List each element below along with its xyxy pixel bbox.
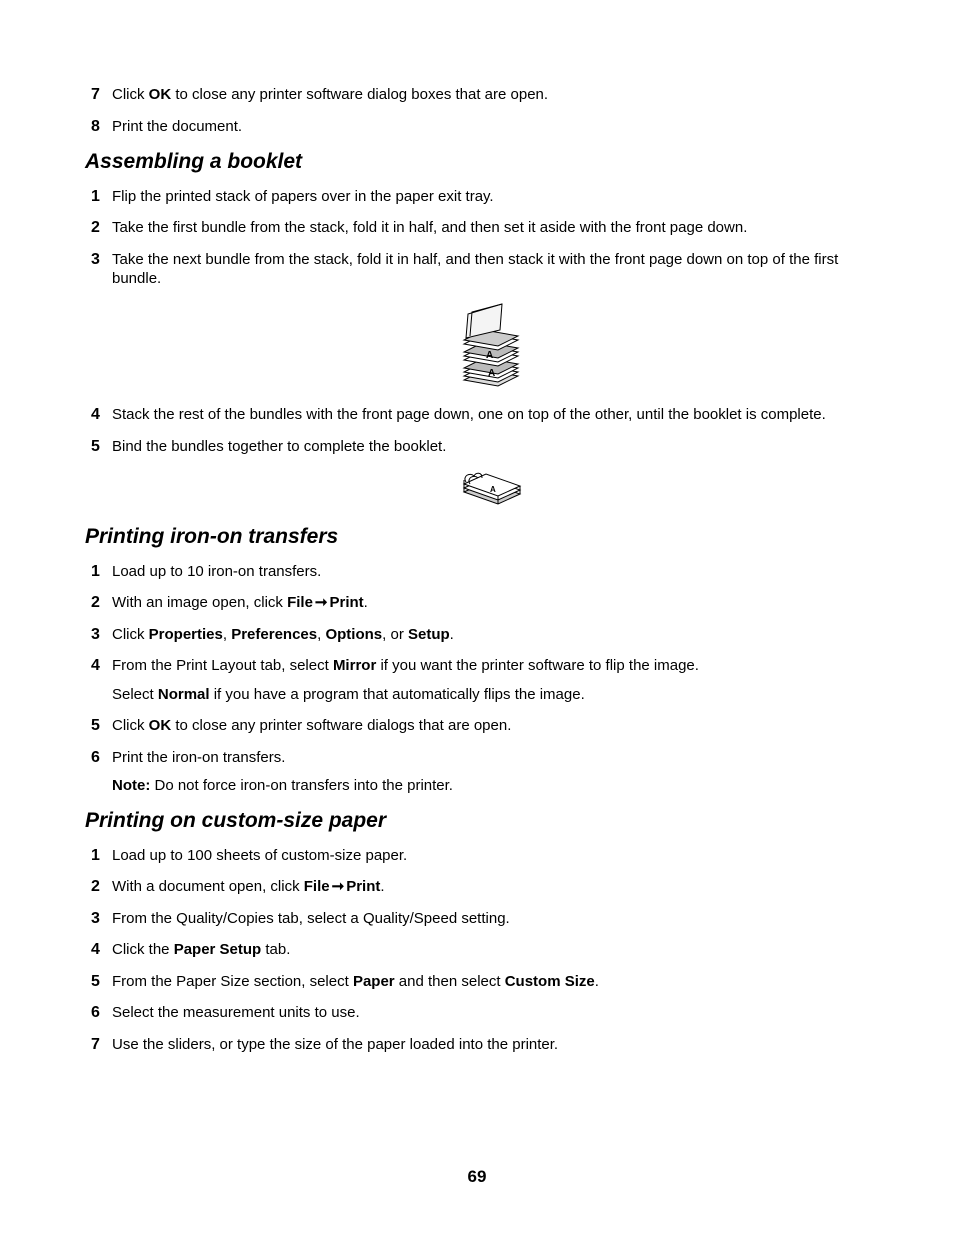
- bound-booklet-illustration: [460, 470, 524, 508]
- step-text: Flip the printed stack of papers over in the paper exit tray.: [112, 188, 494, 205]
- iron-step-1: [91, 562, 881, 581]
- step-number: 1: [91, 188, 100, 205]
- note-text: Do not force iron-on transfers into the printer.: [150, 777, 453, 794]
- iron-step-3: [91, 625, 881, 644]
- booklet-step-1: [91, 187, 881, 206]
- booklet-step-4: [91, 405, 881, 424]
- step-text: Click Properties, Preferences, Options, or Setup.: [112, 626, 454, 643]
- step-text: With a document open, click File ➞ Print.: [112, 878, 385, 895]
- iron-note: [112, 776, 882, 795]
- step-text: From the Paper Size section, select Paper and then select Custom Size.: [112, 973, 599, 990]
- custom-step-4: [91, 940, 881, 959]
- step-number: 2: [91, 878, 100, 895]
- step-number: 1: [91, 847, 100, 864]
- step-number: 1: [91, 563, 100, 580]
- step-text: Load up to 100 sheets of custom-size paper.: [112, 847, 408, 864]
- booklet-step-3: [91, 250, 881, 288]
- step-number: 5: [91, 438, 100, 455]
- section-heading-custom-size: Printing on custom-size paper: [85, 809, 387, 832]
- step-text: Use the sliders, or type the size of the paper loaded into the printer.: [112, 1036, 559, 1053]
- custom-step-6: [91, 1003, 881, 1022]
- custom-step-5: [91, 972, 881, 991]
- booklet-step-2: [91, 218, 881, 237]
- note-label: Note:: [112, 777, 151, 794]
- step-7: [91, 85, 881, 104]
- step-number: 4: [91, 941, 100, 958]
- svg-text:A: A: [486, 350, 494, 361]
- custom-step-1: [91, 846, 881, 865]
- step-number: 3: [91, 626, 100, 643]
- step-text: Select the measurement units to use.: [112, 1004, 360, 1021]
- custom-step-3: [91, 909, 881, 928]
- step-number: 7: [91, 1036, 100, 1053]
- arrow-right-icon: ➞: [331, 878, 345, 895]
- iron-step-4: [91, 656, 881, 675]
- step-number: 6: [91, 749, 100, 766]
- step-number: 5: [91, 717, 100, 734]
- step-text: Stack the rest of the bundles with the front page down, one on top of the other, until the booklet is complete.: [112, 406, 826, 423]
- step-number: 3: [91, 910, 100, 927]
- page-number: 69: [467, 1167, 487, 1186]
- step-text: Take the first bundle from the stack, fold it in half, and then set it aside with the front page down.: [112, 219, 748, 236]
- step-number: 2: [91, 219, 100, 236]
- step-text: Print the iron-on transfers.: [112, 749, 286, 766]
- stacked-bundles-illustration: [458, 300, 524, 390]
- iron-step-2: [91, 593, 881, 612]
- iron-step-6: [91, 748, 881, 767]
- svg-text:A: A: [490, 485, 496, 494]
- step-text: Take the next bundle from the stack, fold it in half, and then stack it with the front page down on top of the first bundle.: [112, 251, 839, 287]
- step-number: 3: [91, 251, 100, 268]
- step-number: 6: [91, 1004, 100, 1021]
- iron-step-5: [91, 716, 881, 735]
- step-text: With an image open, click File ➞ Print.: [112, 594, 368, 611]
- step-text: From the Print Layout tab, select Mirror if you want the printer software to flip the image.: [112, 657, 699, 674]
- section-heading-booklet: Assembling a booklet: [85, 150, 303, 173]
- step-number: 5: [91, 973, 100, 990]
- step-text: Click OK to close any printer software dialogs that are open.: [112, 717, 512, 734]
- step-number: 7: [91, 86, 100, 103]
- custom-step-7: [91, 1035, 881, 1054]
- step-8: [91, 117, 881, 136]
- step-text: Click OK to close any printer software dialog boxes that are open.: [112, 86, 549, 103]
- step-text: Bind the bundles together to complete the booklet.: [112, 438, 447, 455]
- arrow-right-icon: ➞: [314, 594, 328, 611]
- step-text: Click the Paper Setup tab.: [112, 941, 291, 958]
- step-number: 4: [91, 657, 100, 674]
- booklet-step-5: [91, 437, 881, 456]
- step-text: From the Quality/Copies tab, select a Quality/Speed setting.: [112, 910, 510, 927]
- custom-step-2: [91, 877, 881, 896]
- step-text: Load up to 10 iron-on transfers.: [112, 563, 322, 580]
- step-number: 2: [91, 594, 100, 611]
- svg-text:A: A: [488, 368, 496, 379]
- section-heading-iron-on: Printing iron-on transfers: [85, 525, 339, 548]
- step-text: Print the document.: [112, 118, 243, 135]
- step-number: 8: [91, 118, 100, 135]
- iron-step-4-detail: Select Normal if you have a program that automatically flips the image.: [112, 686, 585, 703]
- step-number: 4: [91, 406, 100, 423]
